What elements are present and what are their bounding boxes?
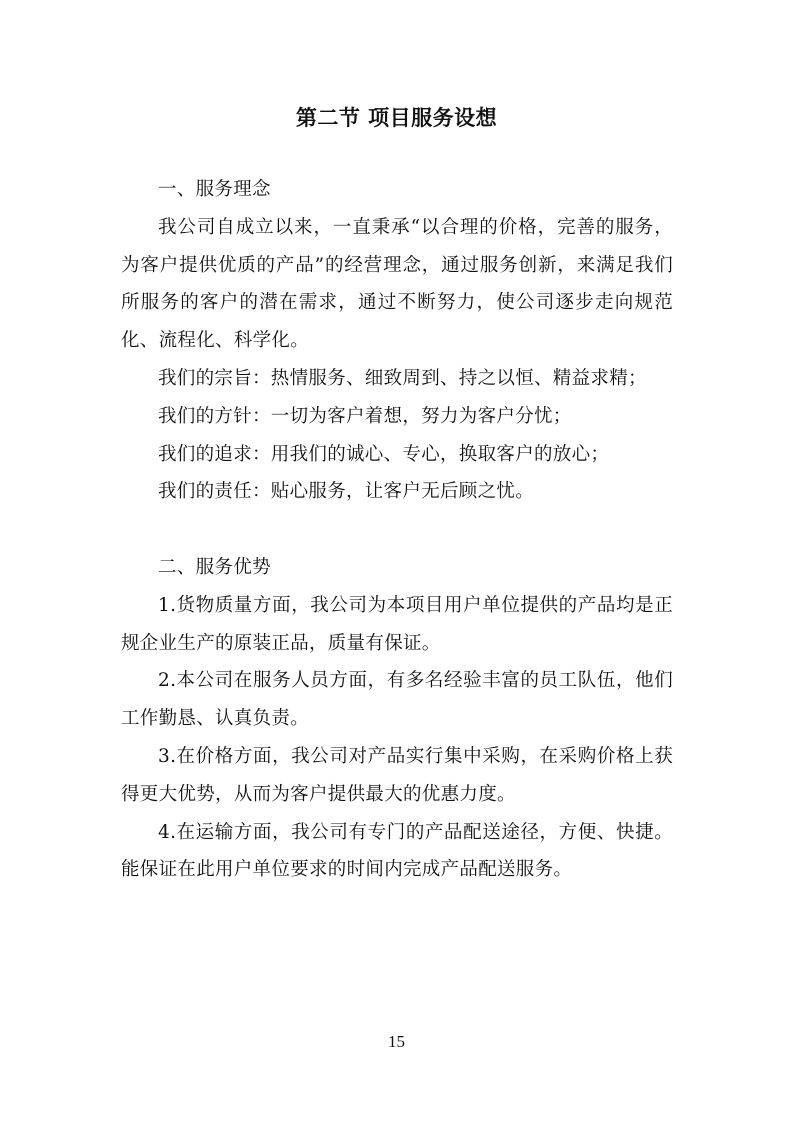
section-spacer bbox=[121, 511, 673, 549]
paragraph-company-philosophy: 我公司自成立以来，一直秉承“以合理的价格，完善的服务，为客户提供优质的产品”的经营理念，通过服务创新，来满足我们所服务的客户的潜在需求，通过不断努力，使公司逐步走向规范化、流程化、科学化。 bbox=[121, 216, 673, 352]
body-text bbox=[121, 171, 673, 889]
paragraph-staff: 2.本公司在服务人员方面，有多名经验丰富的员工队伍，他们工作勤恳、认真负责。 bbox=[121, 670, 673, 730]
paragraph-purpose: 我们的宗旨：热情服务、细致周到、持之以恒、精益求精； bbox=[158, 367, 647, 389]
paragraph-pursuit: 我们的追求：用我们的诚心、专心，换取客户的放心； bbox=[158, 443, 610, 465]
paragraph-transport: 4.在运输方面，我公司有专门的产品配送途径，方便、快捷。能保证在此用户单位要求的时间内完成产品配送服务。 bbox=[121, 821, 673, 881]
section-heading-service-advantages: 二、服务优势 bbox=[158, 556, 271, 578]
section-heading-service-philosophy: 一、服务理念 bbox=[158, 179, 271, 200]
paragraph-responsibility: 我们的责任：贴心服务，让客户无后顾之忧。 bbox=[158, 481, 535, 503]
paragraph-policy: 我们的方针：一切为客户着想，努力为客户分忧； bbox=[158, 405, 572, 427]
paragraph-pricing: 3.在价格方面，我公司对产品实行集中采购，在采购价格上获得更大优势，从而为客户提供最大的优惠力度。 bbox=[121, 745, 673, 805]
paragraph-product-quality: 1.货物质量方面，我公司为本项目用户单位提供的产品均是正规企业生产的原装正品，质量有保证。 bbox=[121, 594, 673, 654]
page-number: 15 bbox=[388, 1032, 405, 1051]
section-title: 第二节 项目服务设想 bbox=[295, 106, 498, 130]
